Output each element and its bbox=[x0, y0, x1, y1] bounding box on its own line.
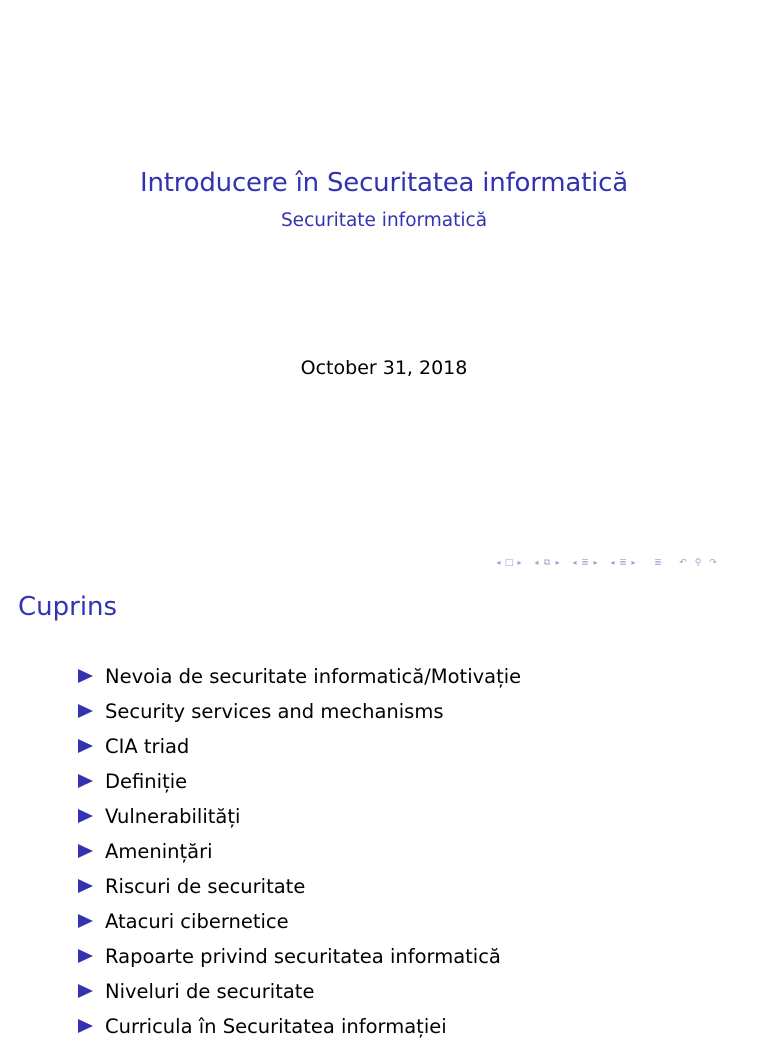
prev-part-icon[interactable]: ◂ bbox=[610, 558, 615, 567]
triangle-bullet-icon bbox=[78, 984, 93, 998]
beamer-navigation-bar bbox=[494, 557, 719, 569]
toc-item-label: Niveluri de securitate bbox=[105, 980, 315, 1003]
toc-item-label: CIA triad bbox=[105, 735, 190, 758]
toc-item-label: Security services and mechanisms bbox=[105, 700, 444, 723]
toc-item[interactable] bbox=[78, 729, 521, 764]
prev-section-icon[interactable]: ◂ bbox=[572, 558, 577, 567]
toc-item[interactable] bbox=[78, 869, 521, 904]
toc-item[interactable] bbox=[78, 834, 521, 869]
undo-icon[interactable]: ↶ bbox=[679, 558, 687, 568]
triangle-bullet-icon bbox=[78, 669, 93, 683]
toc-item-label: Vulnerabilități bbox=[105, 805, 241, 828]
toc-item[interactable] bbox=[78, 974, 521, 1009]
triangle-bullet-icon bbox=[78, 879, 93, 893]
triangle-bullet-icon bbox=[78, 914, 93, 928]
toc-item[interactable] bbox=[78, 659, 521, 694]
toc-item-label: Curricula în Securitatea informației bbox=[105, 1015, 447, 1038]
toc-item[interactable] bbox=[78, 694, 521, 729]
toc-item-label: Atacuri cibernetice bbox=[105, 910, 289, 933]
next-frame-icon[interactable]: ▸ bbox=[517, 558, 522, 567]
triangle-bullet-icon bbox=[78, 1019, 93, 1033]
subsection-icon[interactable]: ⧉ bbox=[543, 558, 551, 568]
search-icon[interactable]: ⚲ bbox=[694, 558, 702, 568]
toc-item[interactable] bbox=[78, 764, 521, 799]
next-part-icon[interactable]: ▸ bbox=[631, 558, 636, 567]
part-icon[interactable]: ≣ bbox=[619, 558, 627, 568]
toc-item[interactable] bbox=[78, 939, 521, 974]
triangle-bullet-icon bbox=[78, 739, 93, 753]
nav-subsection-group bbox=[532, 557, 562, 569]
presentation-date: October 31, 2018 bbox=[300, 357, 468, 379]
presentation-title: Introducere în Securitatea informatică bbox=[140, 168, 628, 198]
triangle-bullet-icon bbox=[78, 809, 93, 823]
presentation-subtitle: Securitate informatică bbox=[280, 210, 488, 231]
next-section-icon[interactable]: ▸ bbox=[593, 558, 598, 567]
toc-item-label: Rapoarte privind securitatea informatică bbox=[105, 945, 501, 968]
next-subsection-icon[interactable]: ▸ bbox=[555, 558, 560, 567]
align-icon[interactable]: ≣ bbox=[654, 558, 662, 568]
toc-item[interactable] bbox=[78, 904, 521, 939]
prev-frame-icon[interactable]: ◂ bbox=[496, 558, 501, 567]
triangle-bullet-icon bbox=[78, 949, 93, 963]
prev-subsection-icon[interactable]: ◂ bbox=[534, 558, 539, 567]
frame-icon[interactable]: □ bbox=[504, 558, 514, 568]
toc-item-label: Amenințări bbox=[105, 840, 213, 863]
nav-tools-group bbox=[652, 557, 719, 569]
nav-section-group bbox=[570, 557, 600, 569]
triangle-bullet-icon bbox=[78, 774, 93, 788]
toc-item[interactable] bbox=[78, 799, 521, 834]
section-icon[interactable]: ≣ bbox=[581, 558, 589, 568]
triangle-bullet-icon bbox=[78, 704, 93, 718]
redo-icon[interactable]: ↷ bbox=[709, 558, 717, 568]
toc-item[interactable] bbox=[78, 1009, 521, 1044]
toc-item-label: Riscuri de securitate bbox=[105, 875, 306, 898]
toc-item-label: Nevoia de securitate informatică/Motivație bbox=[105, 665, 522, 688]
contents-slide bbox=[0, 576, 768, 1038]
table-of-contents bbox=[78, 659, 521, 1044]
triangle-bullet-icon bbox=[78, 844, 93, 858]
nav-frame-group bbox=[494, 557, 524, 569]
frame-title: Cuprins bbox=[18, 592, 118, 622]
toc-item-label: Definiție bbox=[105, 770, 188, 793]
nav-part-group bbox=[608, 557, 638, 569]
